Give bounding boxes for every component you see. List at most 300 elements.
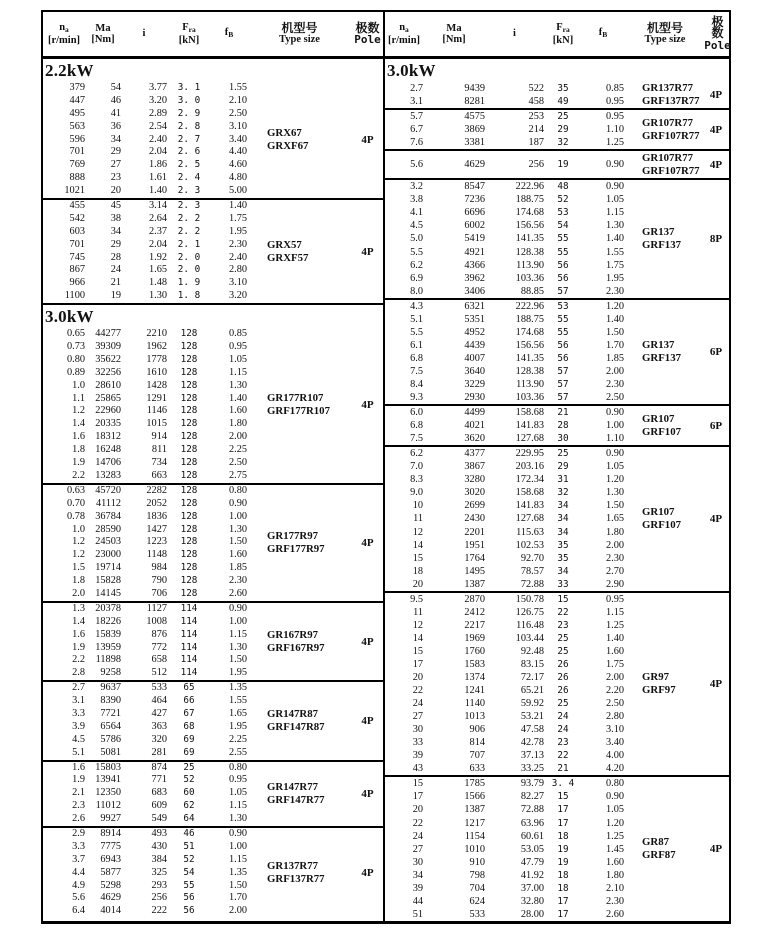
na-value: 27 [412, 843, 423, 855]
torque-value: 36 [110, 120, 121, 132]
na-value: 8.4 [410, 378, 423, 390]
torque-value: 5351 [464, 313, 485, 325]
torque-value: 906 [469, 724, 485, 736]
fra-value: 55 [557, 326, 569, 338]
ratio-value: 1.40 [148, 185, 167, 197]
fra-value: 128 [180, 469, 198, 481]
fra-value: 128 [180, 353, 198, 365]
ratio-value: 222.96 [515, 300, 544, 312]
type-size-label [267, 127, 308, 153]
fra-value: 128 [180, 587, 198, 599]
ratio-value: 42.78 [520, 737, 544, 749]
fra-value: 128 [180, 392, 198, 404]
fra-value: 128 [180, 457, 198, 469]
fb-value: 1.25 [605, 619, 624, 631]
type-size-line: GRF107 [642, 425, 681, 438]
torque-value: 19 [110, 290, 121, 302]
fra-value: 2. 4 [177, 172, 201, 184]
table-row [43, 457, 383, 470]
table-row [385, 460, 729, 473]
fb-value: 2.90 [605, 578, 624, 590]
torque-value: 11012 [95, 800, 121, 812]
header-type-size: 机型号 Type size [644, 20, 686, 45]
type-size-line: GR107 [642, 412, 675, 425]
gear-block [385, 593, 729, 778]
fra-value: 114 [180, 654, 198, 666]
torque-value: 5786 [100, 733, 121, 745]
fra-value: 3. 4 [551, 778, 575, 790]
table-row [385, 447, 729, 460]
na-value: 1.3 [72, 602, 85, 614]
na-value: 701 [69, 146, 85, 158]
type-size-line: GRF177R107 [267, 405, 330, 418]
na-value: 5.5 [410, 326, 423, 338]
fb-value: 2.25 [228, 444, 247, 456]
ratio-value: 512 [151, 667, 167, 679]
ratio-value: 256 [528, 159, 544, 171]
table-row [43, 213, 383, 226]
fra-value: 28 [557, 420, 569, 432]
na-value: 20 [412, 672, 423, 684]
torque-value: 20378 [95, 602, 121, 614]
table-row [385, 565, 729, 578]
fb-value: 1.05 [228, 353, 247, 365]
fb-value: 2.10 [605, 882, 624, 894]
ratio-value: 430 [151, 840, 167, 852]
torque-value: 16248 [95, 444, 121, 456]
torque-value: 9637 [100, 682, 121, 694]
table-row [43, 682, 383, 695]
na-value: 22 [412, 817, 423, 829]
torque-value: 1583 [464, 658, 485, 670]
ratio-value: 53.21 [520, 711, 544, 723]
ratio-value: 1.65 [148, 264, 167, 276]
na-value: 7.6 [410, 137, 423, 149]
ratio-value: 427 [151, 707, 167, 719]
ratio-value: 188.75 [515, 194, 544, 206]
fra-value: 34 [557, 565, 569, 577]
na-value: 0.80 [66, 353, 85, 365]
torque-value: 35622 [95, 353, 121, 365]
table-row [385, 313, 729, 326]
fb-value: 1.30 [605, 220, 624, 232]
fb-value: 1.70 [228, 892, 247, 904]
na-value: 6.8 [410, 420, 423, 432]
torque-value: 46 [110, 94, 121, 106]
fb-value: 2.00 [605, 539, 624, 551]
fra-value: 17 [557, 817, 569, 829]
fra-value: 24 [557, 711, 569, 723]
fra-value: 69 [183, 746, 195, 758]
table-row [385, 658, 729, 671]
na-value: 5.0 [410, 233, 423, 245]
fra-value: 48 [557, 181, 569, 193]
fb-value: 1.20 [605, 300, 624, 312]
torque-value: 910 [469, 856, 485, 868]
na-value: 0.65 [66, 328, 85, 340]
table-row [43, 536, 383, 549]
type-size-label [267, 392, 330, 418]
na-value: 0.63 [66, 484, 85, 496]
ratio-value: 214 [528, 124, 544, 136]
fb-value: 4.20 [605, 763, 624, 775]
na-value: 44 [412, 895, 423, 907]
na-value: 3.9 [72, 720, 85, 732]
fra-value: 56 [183, 892, 195, 904]
ratio-value: 734 [151, 457, 167, 469]
type-size-label [642, 82, 700, 108]
na-value: 43 [412, 763, 423, 775]
fb-value: 1.40 [605, 313, 624, 325]
table-row [385, 578, 729, 591]
torque-value: 29 [110, 146, 121, 158]
fra-value: 114 [180, 641, 198, 653]
header-fb: $f_B$ [598, 27, 608, 40]
torque-value: 3869 [464, 124, 485, 136]
fra-value: 66 [183, 695, 195, 707]
fra-value: 2. 5 [177, 159, 201, 171]
table-row [43, 485, 383, 498]
na-value: 1.0 [72, 379, 85, 391]
na-value: 455 [69, 200, 85, 212]
na-value: 867 [69, 264, 85, 276]
gear-block [385, 82, 729, 110]
fb-value: 4.00 [605, 750, 624, 762]
ratio-value: 41.92 [520, 869, 544, 881]
ratio-value: 172.34 [515, 474, 544, 486]
header-i: i [513, 28, 516, 40]
ratio-value: 78.57 [520, 565, 544, 577]
torque-value: 29 [110, 238, 121, 250]
fra-value: 128 [180, 328, 198, 340]
fb-value: 1.95 [228, 720, 247, 732]
fra-value: 49 [557, 96, 569, 108]
table-row [43, 82, 383, 95]
na-value: 1.2 [72, 405, 85, 417]
table-row [385, 539, 729, 552]
type-size-label [642, 413, 681, 439]
ratio-value: 874 [151, 761, 167, 773]
fb-value: 0.90 [228, 602, 247, 614]
na-value: 2.8 [72, 667, 85, 679]
fra-value: 128 [180, 418, 198, 430]
table-row [43, 667, 383, 680]
type-size-line: GRF137 [642, 238, 681, 251]
torque-value: 13959 [95, 641, 121, 653]
table-row [43, 642, 383, 655]
na-value: 17 [412, 791, 423, 803]
type-size-line: GR177R107 [267, 392, 324, 405]
fra-value: 3. 0 [177, 94, 201, 106]
table-row [385, 180, 729, 193]
header-i: i [142, 28, 146, 40]
torque-value: 4629 [464, 159, 485, 171]
fb-value: 1.05 [228, 787, 247, 799]
table-row [385, 486, 729, 499]
torque-value: 1374 [464, 672, 485, 684]
torque-value: 707 [469, 750, 485, 762]
fra-value: 52 [183, 853, 195, 865]
table-row [385, 552, 729, 565]
pole-label: 4P [709, 123, 723, 136]
torque-value: 20 [110, 185, 121, 197]
fb-value: 1.15 [605, 207, 624, 219]
fra-value: 18 [557, 830, 569, 842]
table-row [43, 867, 383, 880]
fb-value: 1.60 [228, 405, 247, 417]
torque-value: 45720 [95, 484, 121, 496]
na-value: 4.3 [410, 300, 423, 312]
ratio-value: 533 [151, 682, 167, 694]
table-row [43, 108, 383, 121]
torque-value: 4952 [464, 326, 485, 338]
torque-value: 1785 [464, 778, 485, 790]
type-size-line: GRF147R77 [267, 793, 325, 806]
torque-value: 4007 [464, 352, 485, 364]
torque-value: 41112 [96, 497, 121, 509]
ratio-value: 126.75 [515, 606, 544, 618]
table-row [385, 856, 729, 869]
ratio-value: 293 [151, 879, 167, 891]
type-size-line: GRF137 [642, 351, 681, 364]
ratio-value: 256 [151, 892, 167, 904]
table-row [43, 121, 383, 134]
na-value: 33 [412, 737, 423, 749]
type-size-label [267, 708, 325, 734]
fra-value: 2. 2 [177, 225, 201, 237]
fra-value: 15 [557, 593, 569, 605]
ratio-value: 1427 [146, 523, 167, 535]
ratio-value: 188.75 [515, 313, 544, 325]
fb-value: 2.30 [228, 575, 247, 587]
na-value: 2.7 [410, 83, 423, 94]
torque-value: 2217 [464, 619, 485, 631]
fra-value: 32 [557, 487, 569, 499]
ratio-value: 522 [528, 83, 544, 94]
pole-label: 8P [709, 232, 723, 245]
torque-value: 3620 [464, 433, 485, 445]
na-value: 7.0 [410, 461, 423, 473]
ratio-value: 141.35 [515, 352, 544, 364]
na-value: 11 [413, 606, 423, 618]
torque-value: 2699 [464, 500, 485, 512]
fb-value: 0.80 [605, 778, 624, 790]
header-fb: $f_B$ [224, 27, 234, 40]
na-value: 34 [412, 869, 423, 881]
na-value: 1.6 [72, 761, 85, 773]
ratio-value: 128.38 [515, 246, 544, 258]
na-value: 8.3 [410, 474, 423, 486]
fra-value: 34 [557, 500, 569, 512]
fb-value: 1.05 [605, 804, 624, 816]
type-size-line: GR107R77 [642, 116, 693, 129]
fra-value: 15 [557, 791, 569, 803]
na-value: 9.5 [410, 593, 423, 605]
na-value: 1.8 [72, 575, 85, 587]
header-fra: $F_{ra}$ [kN] [178, 21, 200, 46]
fb-value: 2.80 [605, 711, 624, 723]
na-value: 9.3 [410, 392, 423, 404]
table-row [43, 747, 383, 760]
table-row [43, 800, 383, 813]
table-row [43, 328, 383, 341]
na-value: 1.4 [72, 615, 85, 627]
na-value: 30 [412, 724, 423, 736]
torque-value: 34 [110, 133, 121, 145]
fb-value: 1.15 [228, 366, 247, 378]
fb-value: 1.30 [605, 487, 624, 499]
pole-label: 6P [709, 345, 723, 358]
pole-label: 4P [709, 512, 723, 525]
ratio-value: 363 [151, 720, 167, 732]
na-value: 745 [69, 251, 85, 263]
torque-value: 5419 [464, 233, 485, 245]
fb-value: 1.20 [605, 474, 624, 486]
torque-value: 3867 [464, 461, 485, 473]
table-row [385, 593, 729, 606]
type-size-label [642, 152, 700, 178]
fb-value: 1.45 [605, 843, 624, 855]
fra-value: 128 [180, 497, 198, 509]
gear-block [385, 300, 729, 406]
na-value: 603 [69, 225, 85, 237]
torque-value: 4366 [464, 259, 485, 271]
ratio-value: 1127 [146, 602, 167, 614]
na-value: 3.2 [410, 181, 423, 193]
fra-value: 31 [557, 474, 569, 486]
fb-value: 0.90 [605, 159, 624, 171]
fra-value: 128 [180, 523, 198, 535]
fb-value: 2.30 [605, 895, 624, 907]
torque-value: 2930 [464, 392, 485, 404]
fb-value: 3.20 [228, 290, 247, 302]
table-row [43, 380, 383, 393]
fra-value: 128 [180, 431, 198, 443]
torque-value: 1951 [464, 539, 485, 551]
type-size-label [642, 671, 676, 697]
ratio-value: 1015 [146, 418, 167, 430]
fb-value: 1.95 [228, 667, 247, 679]
na-value: 379 [69, 82, 85, 93]
table-row [385, 710, 729, 723]
fb-value: 4.40 [228, 146, 247, 158]
fra-value: 55 [557, 246, 569, 258]
type-size-line: GR167R97 [267, 628, 318, 641]
fb-value: 1.95 [228, 225, 247, 237]
na-value: 2.2 [72, 469, 85, 481]
pole-label: 4P [709, 158, 723, 171]
fra-value: 56 [557, 352, 569, 364]
fb-value: 1.80 [228, 418, 247, 430]
fb-value: 1.60 [605, 856, 624, 868]
torque-value: 1241 [464, 685, 485, 697]
torque-value: 15803 [95, 761, 121, 773]
ratio-value: 1146 [146, 405, 167, 417]
fb-value: 1.50 [228, 879, 247, 891]
fra-value: 114 [180, 615, 198, 627]
fra-value: 55 [557, 233, 569, 245]
gear-block [43, 828, 383, 918]
na-value: 3.3 [72, 840, 85, 852]
table-row [43, 841, 383, 854]
torque-value: 4921 [464, 246, 485, 258]
ratio-value: 103.44 [515, 632, 544, 644]
ratio-value: 156.56 [515, 220, 544, 232]
ratio-value: 683 [151, 787, 167, 799]
fra-value: 114 [180, 628, 198, 640]
fb-value: 1.25 [605, 830, 624, 842]
gear-block [43, 82, 383, 200]
table-row [43, 892, 383, 905]
torque-value: 54 [110, 82, 121, 93]
gear-block [43, 603, 383, 682]
header-pole: 极数 Pole [704, 14, 731, 52]
ratio-value: 83.15 [520, 658, 544, 670]
ratio-value: 658 [151, 654, 167, 666]
type-size-label [267, 629, 325, 655]
table-row [43, 524, 383, 537]
torque-value: 8914 [100, 827, 121, 839]
torque-value: 45 [110, 200, 121, 212]
na-value: 495 [69, 107, 85, 119]
fra-value: 64 [183, 813, 195, 825]
ratio-value: 1.92 [148, 251, 167, 263]
fra-value: 2. 2 [177, 212, 201, 224]
type-size-label [642, 836, 676, 862]
na-value: 7.5 [410, 365, 423, 377]
table-row [385, 777, 729, 790]
table-row [43, 828, 383, 841]
na-value: 2.9 [72, 827, 85, 839]
na-value: 4.5 [410, 220, 423, 232]
header-ma: Ma [Nm] [442, 22, 466, 45]
torque-value: 1387 [464, 578, 485, 590]
type-size-line: GR147R87 [267, 707, 318, 720]
ratio-value: 2.04 [148, 146, 167, 158]
fb-value: 1.30 [228, 813, 247, 825]
torque-value: 28 [110, 251, 121, 263]
type-size-line: GRF137R77 [267, 873, 325, 886]
na-value: 12 [412, 619, 423, 631]
fb-value: 0.90 [228, 827, 247, 839]
table-right-half [385, 12, 729, 921]
table-row [43, 264, 383, 277]
power-section [43, 305, 383, 918]
na-value: 1.9 [72, 641, 85, 653]
fb-value: 4.60 [228, 159, 247, 171]
ratio-value: 127.68 [515, 433, 544, 445]
type-size-line: GR107R77 [642, 151, 693, 164]
ratio-value: 1008 [146, 615, 167, 627]
table-row [43, 813, 383, 826]
fb-value: 2.60 [228, 587, 247, 599]
header-na: $n_a$ [r/min] [47, 21, 81, 46]
table-row [43, 498, 383, 511]
fb-value: 2.30 [605, 378, 624, 390]
torque-value: 1566 [464, 791, 485, 803]
fb-value: 3.40 [605, 737, 624, 749]
fb-value: 1.15 [605, 606, 624, 618]
table-row [43, 159, 383, 172]
table-row [385, 895, 729, 908]
type-size-label [267, 530, 325, 556]
table-row [43, 146, 383, 159]
fb-value: 2.00 [605, 365, 624, 377]
ratio-value: 2.64 [148, 212, 167, 224]
torque-value: 7236 [464, 194, 485, 206]
gear-block [385, 447, 729, 593]
fb-value: 0.85 [605, 83, 624, 94]
